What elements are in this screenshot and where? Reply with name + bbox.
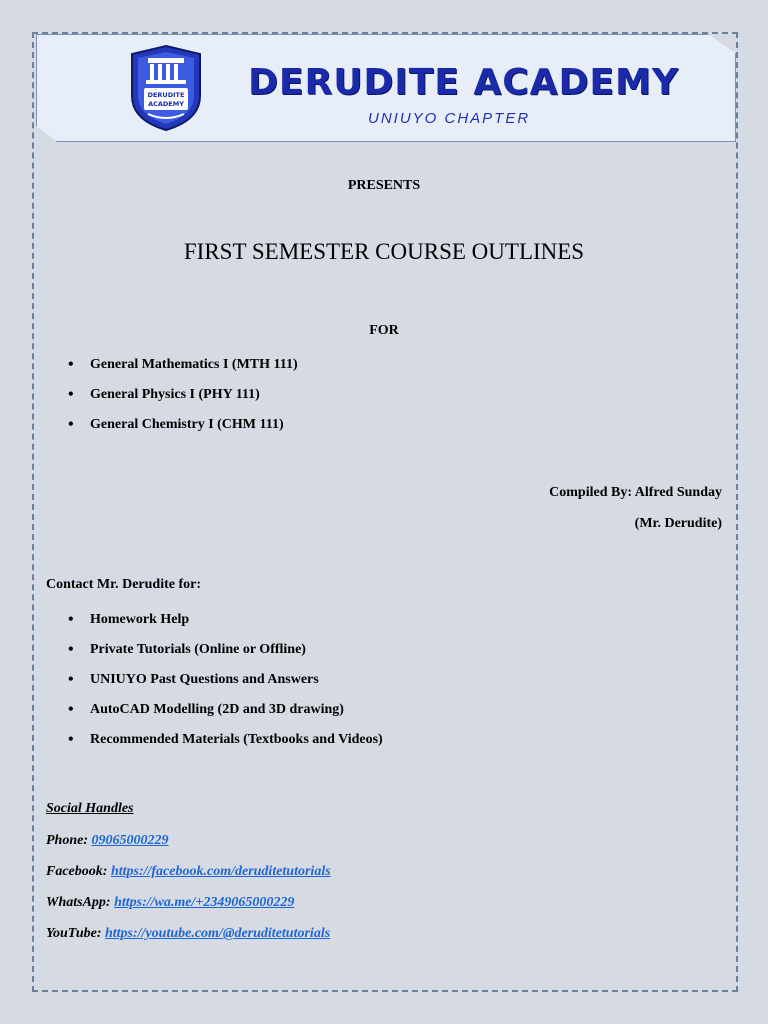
list-item: • General Mathematics I (MTH 111) bbox=[68, 355, 298, 385]
facebook-label: Facebook: bbox=[46, 864, 108, 879]
whatsapp-row bbox=[46, 895, 294, 911]
course-list bbox=[68, 355, 298, 445]
academy-subtitle: UNIUYO CHAPTER bbox=[368, 110, 531, 127]
phone-row bbox=[46, 833, 169, 849]
list-item: • General Chemistry I (CHM 111) bbox=[68, 415, 298, 445]
whatsapp-link[interactable]: https://wa.me/+2349065000229 bbox=[114, 895, 295, 910]
page-title: FIRST SEMESTER COURSE OUTLINES bbox=[183, 239, 585, 264]
phone-link[interactable]: 09065000229 bbox=[91, 833, 169, 848]
list-item: • Private Tutorials (Online or Offline) bbox=[68, 640, 383, 670]
logo-text-line-1: DERUDITE bbox=[147, 91, 185, 99]
for-label: FOR bbox=[369, 323, 399, 338]
list-item: • Recommended Materials (Textbooks and Videos) bbox=[68, 730, 383, 760]
youtube-link[interactable]: https://youtube.com/@deruditetutorials bbox=[104, 926, 331, 941]
presents-label: PRESENTS bbox=[347, 178, 421, 193]
whatsapp-label: WhatsApp: bbox=[46, 895, 111, 910]
list-item: • General Physics I (PHY 111) bbox=[68, 385, 298, 415]
academy-logo bbox=[130, 44, 202, 132]
services-list bbox=[68, 610, 383, 760]
logo-text-line-2: ACADEMY bbox=[148, 100, 184, 108]
list-item: • Homework Help bbox=[68, 610, 383, 640]
compiled-alias: (Mr. Derudite) bbox=[634, 516, 722, 531]
academy-title: DERUDITE ACADEMY bbox=[248, 62, 679, 103]
contact-heading: Contact Mr. Derudite for: bbox=[46, 577, 201, 592]
phone-label: Phone: bbox=[46, 833, 88, 848]
social-heading: Social Handles bbox=[46, 801, 134, 816]
list-item: • AutoCAD Modelling (2D and 3D drawing) bbox=[68, 700, 383, 730]
compiled-by: Compiled By: Alfred Sunday bbox=[549, 485, 722, 500]
facebook-link[interactable]: https://facebook.com/deruditetutorials bbox=[110, 864, 331, 879]
list-item: • UNIUYO Past Questions and Answers bbox=[68, 670, 383, 700]
facebook-row bbox=[46, 864, 331, 880]
youtube-row bbox=[46, 926, 330, 942]
youtube-label: YouTube: bbox=[46, 926, 102, 941]
